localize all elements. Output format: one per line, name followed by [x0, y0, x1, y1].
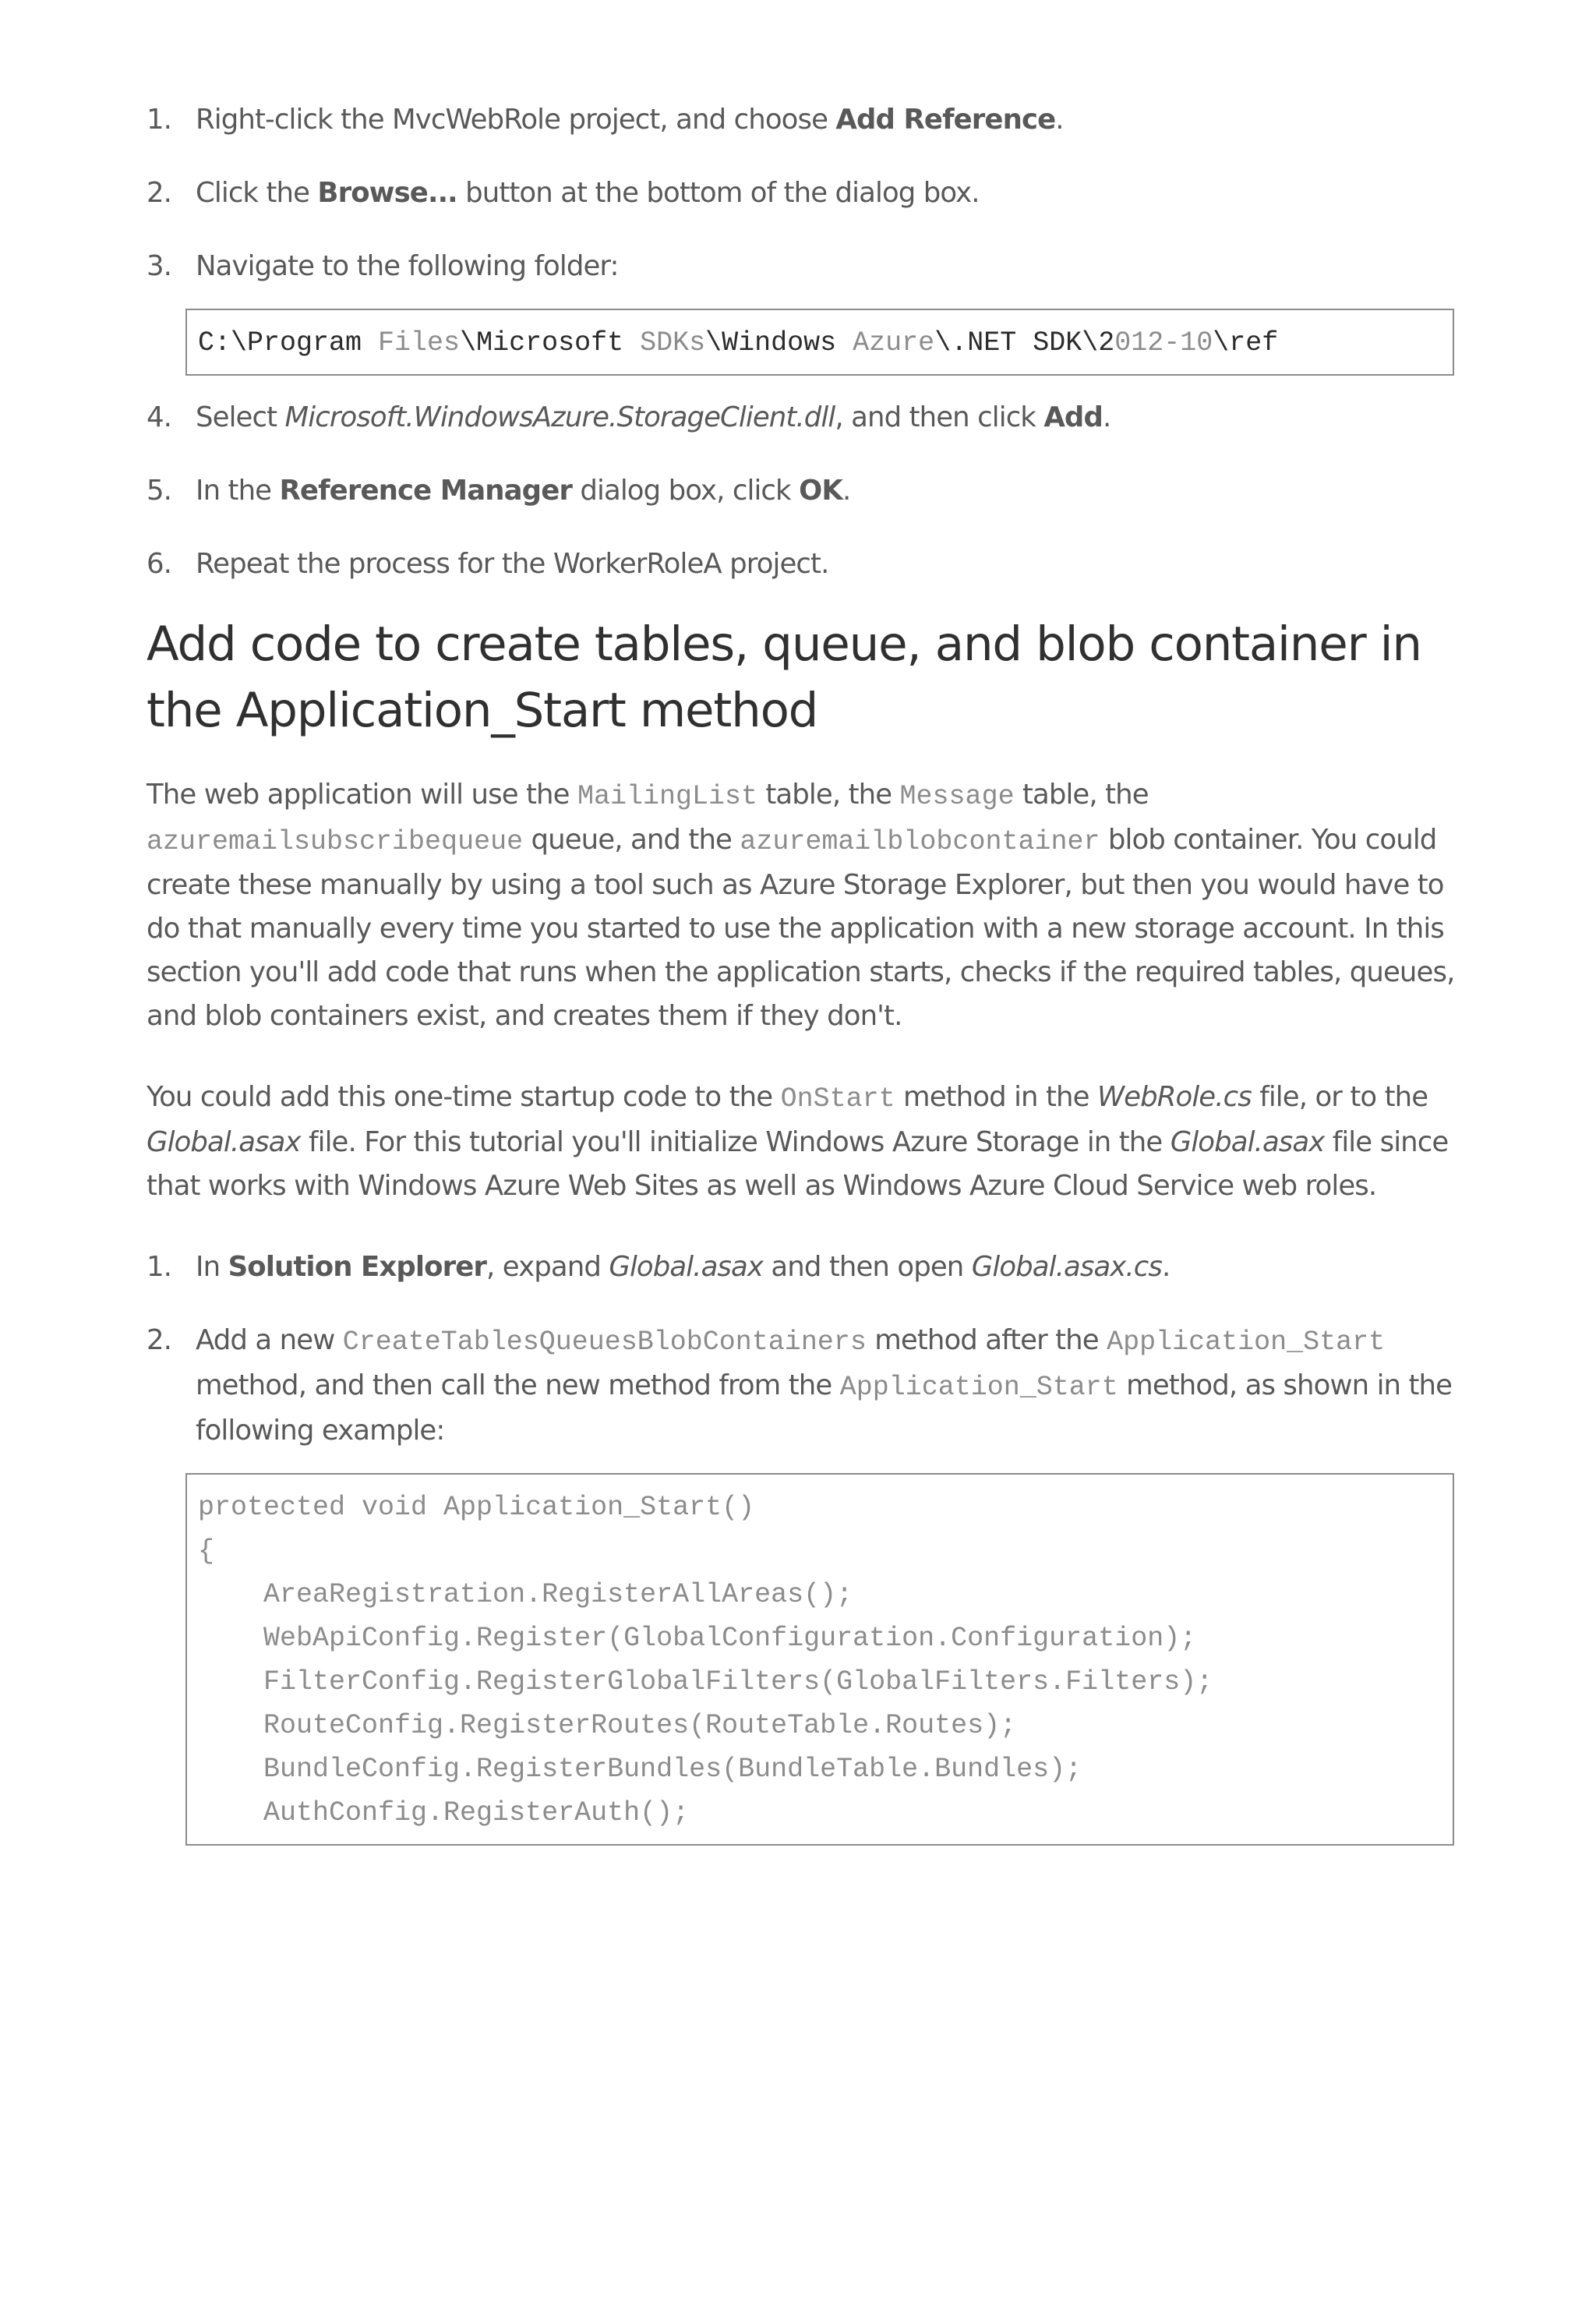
inline-code: Message — [899, 781, 1015, 812]
step-number: 2. — [147, 1324, 172, 1356]
add-label: Add — [1043, 401, 1103, 433]
browse-label: Browse... — [317, 177, 457, 209]
list-item: 3. Navigate to the following folder: — [147, 245, 1456, 288]
inline-code: azuremailsubscribequeue — [147, 826, 524, 857]
inline-code: MailingList — [577, 781, 758, 812]
step-number: 2. — [147, 177, 172, 209]
code-line: FilterConfig.RegisterGlobalFilters(GlobalFilters.Filters); — [198, 1666, 1213, 1698]
list-item: 1. Right-click the MvcWebRole project, and choose Add Reference. — [147, 98, 1456, 142]
list-item: 2. Click the Browse... button at the bottom of the dialog box. — [147, 171, 1456, 215]
inline-code: Application_Start — [1107, 1327, 1386, 1358]
folder-path-code-box: C:\Program Files\Microsoft SDKs\Windows Azure\.NET SDK\2012-10\ref — [185, 309, 1454, 376]
step-number: 3. — [147, 250, 172, 282]
reference-steps-list-continued — [147, 396, 1456, 586]
list-item: 4. Select Microsoft.WindowsAzure.StorageClient.dll, and then click Add. — [147, 396, 1456, 440]
global-asax-steps-list — [147, 1245, 1456, 1453]
inline-code: CreateTablesQueuesBlobContainers — [342, 1327, 867, 1358]
step-number: 5. — [147, 475, 172, 507]
reference-steps-list — [147, 98, 1456, 288]
inline-code: azuremailblobcontainer — [740, 826, 1100, 857]
list-item: 6. Repeat the process for the WorkerRoleA project. — [147, 542, 1456, 586]
step-number: 1. — [147, 1251, 172, 1283]
page-content — [147, 98, 1456, 1866]
step-number: 6. — [147, 548, 172, 580]
reference-manager-label: Reference Manager — [279, 475, 572, 507]
code-line: WebApiConfig.Register(GlobalConfiguration.Configuration); — [198, 1623, 1197, 1654]
ok-label: OK — [799, 475, 842, 507]
solution-explorer-label: Solution Explorer — [228, 1251, 487, 1283]
step-number: 1. — [147, 104, 172, 136]
code-line: BundleConfig.RegisterBundles(BundleTable.Bundles); — [198, 1754, 1082, 1785]
paragraph-startup-code: You could add this one-time startup code to the OnStart method in the WebRole.cs file, or to the Global.asax file. For this tutorial you'll initialize Windows Azure Storage in the Global.asax file since that works with Windows Azure Web Sites as well as Windows Azure Cloud Service web roles. — [147, 1081, 1449, 1202]
list-item: 5. In the Reference Manager dialog box, click OK. — [147, 469, 1456, 513]
list-item: 1. In Solution Explorer, expand Global.asax and then open Global.asax.cs. — [147, 1245, 1456, 1289]
code-line: { — [198, 1535, 215, 1567]
code-line: AuthConfig.RegisterAuth(); — [198, 1797, 690, 1828]
add-reference-label: Add Reference — [835, 104, 1056, 136]
inline-code: Application_Start — [839, 1372, 1118, 1403]
list-item: 2. Add a new CreateTablesQueuesBlobContainers method after the Application_Start method, and then call the new method from the Application_Start method, as shown in the following example: — [147, 1319, 1456, 1453]
inline-code: OnStart — [780, 1083, 895, 1115]
application-start-code-block — [185, 1473, 1454, 1846]
code-line: protected void Application_Start() — [198, 1492, 755, 1523]
code-line: AreaRegistration.RegisterAllAreas(); — [198, 1579, 853, 1610]
paragraph-storage-intro: The web application will use the MailingList table, the Message table, the azuremailsubscribequeue queue, and the azuremailblobcontainer blob container. You could create these manually by using a tool such as Azure Storage Explorer, but then you would have to do that manually every time you started to use the application with a new storage account. In this section you'll add code that runs when the application starts, checks if the required tables, queues, and blob containers exist, and creates them if they don't. — [147, 779, 1455, 1032]
step-number: 4. — [147, 401, 172, 433]
dll-name: Microsoft.WindowsAzure.StorageClient.dll — [284, 401, 835, 433]
section-heading: Add code to create tables, queue, and blob container in the Application_Start method — [147, 617, 1421, 738]
code-line: RouteConfig.RegisterRoutes(RouteTable.Routes); — [198, 1710, 1017, 1741]
